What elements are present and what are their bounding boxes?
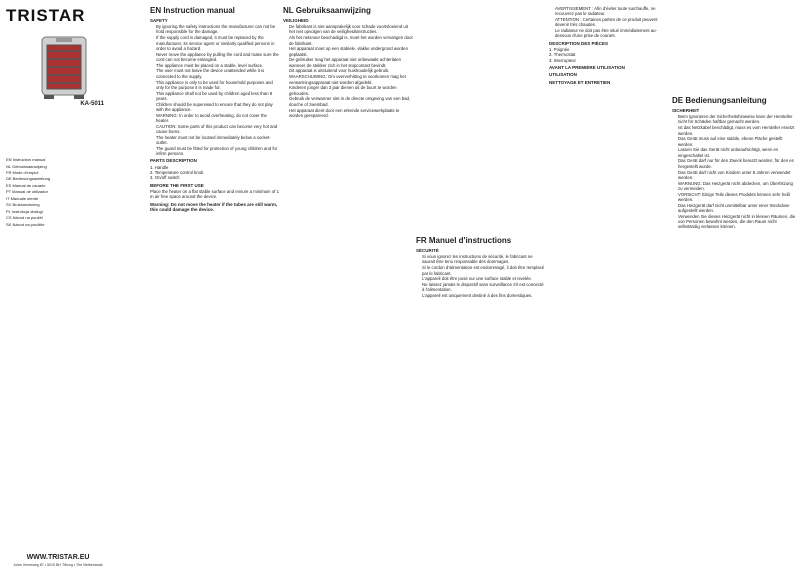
list-item: • Het apparaat moet op een stabiele, vlakke ondergrond worden geplaatst.: [289, 46, 413, 56]
en-warning: Warning: Do not move the heater if the tubes are still warm, this could damage the device.: [150, 201, 278, 213]
list-item: • Das Gerät muss auf eine stabile, ebene Fläche gestellt werden.: [678, 136, 796, 146]
list-item: • If the supply cord is damaged, it must be replaced by the manufacturer, its service agent or similarly qualified persons in order to avoid a hazard.: [156, 35, 280, 51]
lang-item: ES Manual de usuario: [6, 182, 46, 188]
de-safety-list: [672, 114, 796, 229]
list-item: • L'appareil est uniquement destiné à des fins domestiques.: [422, 293, 546, 298]
list-item: • Children should be supervised to ensure that they do not play with the appliance.: [156, 102, 280, 112]
fr-usage-heading: UTILISATION: [549, 72, 577, 78]
list-item: • ATTENTION : Certaines parties de ce produit peuvent devenir très chaudes.: [555, 17, 669, 27]
lang-item: NL Gebruiksaanwijzing: [6, 163, 47, 169]
list-item: • Het apparaat dient door een erkende servicewerkplaats te worden gerepareerd.: [289, 108, 413, 118]
en-safety-list: [150, 24, 280, 156]
list-item: • Lassen Sie das Gerät nicht unbeaufsichtigt, wenn es eingeschaltet ist.: [678, 147, 796, 157]
list-item: • The appliance must be placed on a stable, level surface.: [156, 63, 280, 68]
list-item: • Ist das Netzkabel beschädigt, muss es vom Hersteller ersetzt werden.: [678, 125, 796, 135]
list-item: • By ignoring the safety instructions the manufacturer can not be hold responsible for the damage.: [156, 24, 280, 34]
list-item: • Als het netsnoer beschadigd is, moet het worden vervangen door de fabrikant.: [289, 35, 413, 45]
list-item: • WARNUNG: Das Heizgerät nicht abdecken, um Überhitzung zu vermeiden.: [678, 181, 796, 191]
brand-logo: TRISTAR: [6, 6, 86, 25]
lang-item: DE Bedienungsanleitung: [6, 176, 51, 182]
list-item: • Ne laissez jamais le dispositif sans surveillance s'il est connecté à l'alimentation.: [422, 282, 546, 292]
lang-item: CS Návod na použití: [6, 215, 43, 221]
lang-item: PL Instrukcja obsługi: [6, 208, 43, 214]
list-item: • WAARSCHUWING: Om oververhitting te voorkomen mag het verwarmingsapparaat niet worden afgedekt.: [289, 74, 413, 84]
en-parts-heading: PARTS DESCRIPTION: [150, 158, 197, 164]
list-item: • Si le cordon d'alimentation est endommagé, il doit être remplacé par le fabricant.: [422, 265, 546, 275]
en-before-heading: BEFORE THE FIRST USE: [150, 182, 204, 188]
list-item: 1. Poignée: [549, 47, 570, 53]
list-item: 3. On/off switch: [150, 175, 180, 181]
lang-item: IT Manuale utente: [6, 195, 39, 201]
list-item: • Das Gerät darf nur für den Zweck benutzt werden, für den es hergestellt wurde.: [678, 158, 796, 168]
list-item: 3. Interrupteur: [549, 57, 576, 63]
de-column: [672, 6, 796, 569]
cover-column: [6, 6, 110, 569]
heater-icon: [36, 33, 92, 101]
lang-item: SV Bruksanvisning: [6, 202, 40, 208]
list-item: • This appliance shall not be used by children aged less than 8 years.: [156, 91, 280, 101]
nl-column: [283, 6, 413, 569]
de-title: DE Bedienungsanleitung: [672, 96, 767, 105]
de-safety-heading: SICHERHEIT: [672, 107, 700, 113]
fr-column: [416, 6, 546, 569]
fr-before-heading: AVANT LA PREMIÈRE UTILISATION: [549, 64, 625, 70]
fr-desc-heading: DESCRIPTION DES PIÈCES: [549, 40, 609, 46]
en-column: [150, 6, 280, 569]
list-item: • Gebruik de verwarmer niet in de directe omgeving van een bad, douche of zwembad.: [289, 96, 413, 106]
list-item: • Never move the appliance by pulling the cord and make sure the cord can not become entangled.: [156, 52, 280, 62]
list-item: • The guard must be fitted for protection of young children and for infirm persons.: [156, 146, 280, 156]
list-item: • The heater must not be located immediately below a socket-outlet.: [156, 135, 280, 145]
fr-safety-heading: SÉCURITÉ: [416, 247, 439, 253]
list-item: 2. Thermostat: [549, 52, 576, 58]
list-item: • VORSICHT: Einige Teile dieses Produkts können sehr heiß werden.: [678, 192, 796, 202]
list-item: • Beim Ignorieren der Sicherheitshinweise kann der Hersteller nicht für Schäden haftbar gemacht werden.: [678, 114, 796, 124]
list-item: • Das Heizgerät darf nicht unmittelbar unter einer Steckdose aufgestellt werden.: [678, 203, 796, 213]
fr-safety-list-cont: [549, 6, 669, 39]
model-number: KA-5011: [80, 100, 104, 107]
lang-item: SK Návod na použitie: [6, 221, 45, 227]
list-item: • De gebruiker mag het apparaat niet onbewaakt achterlaten wanneer de stekker zich in het stopcontact bevindt.: [289, 57, 413, 67]
lang-item: FR Mode d'emploi: [6, 169, 39, 175]
lang-item: EN Instruction manual: [6, 157, 46, 163]
list-item: • Dit apparaat is uitsluitend voor huishoudelijk gebruik.: [289, 68, 413, 73]
language-list: [6, 158, 110, 228]
footer-url[interactable]: WWW.TRISTAR.EU: [26, 554, 90, 562]
list-item: • This appliance is only to be used for household purposes and only for the purpose it is made for.: [156, 80, 280, 90]
list-item: • L'appareil doit être posé sur une surface stable et nivelée.: [422, 276, 546, 281]
list-item: • Das Gerät darf nicht von Kindern unter 8 Jahren verwendet werden.: [678, 170, 796, 180]
lang-item: PT Manual de utilizador: [6, 189, 48, 195]
list-item: • Verwenden Sie dieses Heizgerät nicht in kleinen Räumen, die von Personen bewohnt werden, die den Raum nicht selbständig verlassen können.: [678, 214, 796, 230]
nl-title: NL Gebruiksaanwijzing: [283, 6, 371, 15]
list-item: 1. Handle: [150, 164, 169, 170]
list-item: • Kinderen jonger dan 3 jaar dienen uit de buurt te worden gehouden.: [289, 85, 413, 95]
list-item: • Si vous ignorez les instructions de sécurité, le fabricant ne saurait être tenu responsable des dommages.: [422, 254, 546, 264]
fr-title: FR Manuel d'instructions: [416, 236, 512, 245]
heater-illustration: [36, 33, 92, 101]
nl-safety-heading: VEILIGHEID: [283, 17, 309, 23]
list-item: 2. Temperature control knob: [150, 170, 204, 176]
cover-footer: [6, 554, 110, 567]
list-item: • The user must not leave the device unattended while it is connected to the supply.: [156, 68, 280, 78]
footer-address: Jules Verneweg 87 • 5015 BH Tilburg • The Netherlands: [13, 562, 103, 567]
list-item: • Le radiateur ne doit pas être situé immédiatement au-dessous d'une prise de courant.: [555, 28, 669, 38]
fr-maintenance-heading: NETTOYAGE ET ENTRETIEN: [549, 79, 611, 85]
nl-safety-list: [283, 24, 413, 118]
fr-continued-column: [549, 6, 669, 569]
list-item: • De fabrikant is niet aansprakelijk voor schade voortvloeiend uit het niet opvolgen van de veiligheidsinstructies.: [289, 24, 413, 34]
fr-safety-list: [416, 254, 546, 298]
list-item: • WARNING: In order to avoid overheating, do not cover the heater.: [156, 113, 280, 123]
en-safety-heading: SAFETY: [150, 17, 168, 23]
list-item: • AVERTISSEMENT : Afin d'éviter toute surchauffe, ne recouvrez pas le radiateur.: [555, 6, 669, 16]
en-before-text: Place the heater on a flat stable surface and ensure a minimum of 1 m air free space around the device.: [150, 189, 279, 200]
en-title: EN Instruction manual: [150, 6, 235, 15]
list-item: • CAUTION: Some parts of this product can become very hot and cause burns.: [156, 124, 280, 134]
